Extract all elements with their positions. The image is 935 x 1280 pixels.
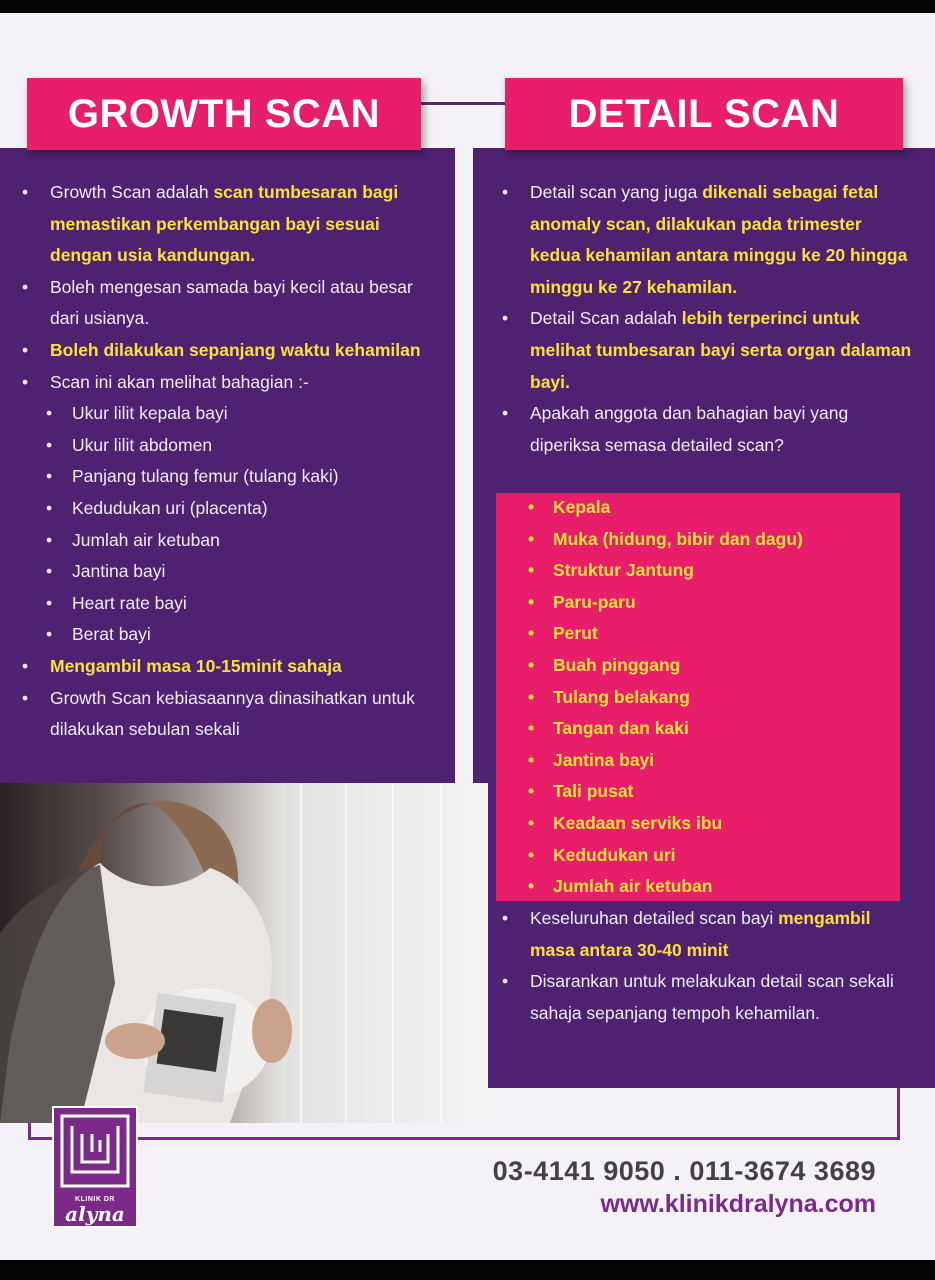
highlighted-text: lebih terperinci untuk melihat tumbesaran bayi serta organ dalaman bayi. [530,308,912,392]
detail-scan-title: DETAIL SCAN [505,78,903,150]
organ-item: • Tulang belakang [528,682,803,714]
list-item [22,619,442,651]
list-item [502,177,912,303]
list-item [22,367,442,399]
item-text: Detail scan yang juga [530,182,703,202]
organ-item: • Jumlah air ketuban [528,871,803,903]
item-text: Jantina bayi [72,561,166,582]
organ-item: • Tali pusat [528,776,803,808]
pregnant-woman-photo [0,783,488,1123]
organ-item: • Kepala [528,492,803,524]
organ-item: • Perut [528,618,803,650]
highlighted-text: Boleh dilakukan sepanjang waktu kehamilan [50,339,421,360]
detail-scan-list [502,177,912,461]
list-item [22,683,442,746]
list-item [22,461,442,493]
organ-item: • Paru-paru [528,587,803,619]
item-text: Keseluruhan detailed scan bayi [530,908,779,928]
detail-scan-list-2 [502,903,912,1029]
list-item [502,303,912,398]
organ-item: • Muka (hidung, bibir dan dagu) [528,524,803,556]
header-connector [420,102,510,105]
item-text: Panjang tulang femur (tulang kaki) [72,466,339,487]
highlighted-text: scan tumbesaran bagi memastikan perkembangan bayi sesuai dengan usia kandungan. [50,182,399,266]
logo-name: alyna [65,1202,125,1226]
website-link[interactable]: www.klinikdralyna.com [600,1190,876,1218]
clinic-logo [52,1106,138,1228]
top-black-bar [0,0,935,13]
item-text: Detail Scan adalah [530,308,682,329]
phone-numbers: 03-4141 9050 . 011-3674 3689 [492,1156,876,1186]
list-item [22,398,442,430]
list-item [22,430,442,462]
item-text: Scan ini akan melihat bahagian :- [50,371,309,392]
item-text: Boleh mengesan samada bayi kecil atau besar dari usianya. [50,276,413,329]
list-item [502,903,912,966]
item-text: Berat bayi [72,624,151,645]
organ-item: • Kedudukan uri [528,840,803,872]
highlighted-text: mengambil masa antara 30-40 minit [530,908,871,960]
list-item [22,177,442,272]
list-item [22,556,442,588]
logo-subtitle: KLINIK DR [75,1196,115,1203]
item-text: Growth Scan adalah [50,182,214,202]
frame-outline-right [897,1088,900,1140]
item-text: Kedudukan uri (placenta) [72,497,268,518]
list-item [502,398,912,461]
bottom-black-bar [0,1260,935,1280]
list-item [22,272,442,335]
organ-item: • Jantina bayi [528,745,803,777]
list-item [502,966,912,1029]
logo-mark-icon [54,1108,136,1194]
organ-item: • Struktur Jantung [528,555,803,587]
list-item [22,525,442,557]
item-text: Jumlah air ketuban [72,529,220,550]
organ-item: • Buah pinggang [528,650,803,682]
organ-list [528,492,803,903]
list-item [22,335,442,367]
item-text: Growth Scan kebiasaannya dinasihatkan untuk dilakukan sebulan sekali [50,687,415,740]
item-text: Heart rate bayi [72,592,187,613]
item-text: Ukur lilit abdomen [72,434,213,455]
frame-outline-bottom [28,1137,900,1140]
item-text: Ukur lilit kepala bayi [72,403,228,424]
list-item [22,588,442,620]
growth-scan-title: GROWTH SCAN [27,78,421,150]
growth-scan-list [22,177,442,746]
highlighted-text: dikenali sebagai fetal anomaly scan, dilakukan pada trimester kedua kehamilan antara minggu ke 20 hingga minggu ke 27 kehamilan. [530,182,908,297]
organ-item: • Tangan dan kaki [528,713,803,745]
item-text: Apakah anggota dan bahagian bayi yang diperiksa semasa detailed scan? [530,403,849,455]
item-text: Disarankan untuk melakukan detail scan sekali sahaja sepanjang tempoh kehamilan. [530,971,894,1023]
list-item [22,493,442,525]
list-item [22,651,442,683]
organ-item: • Keadaan serviks ibu [528,808,803,840]
highlighted-text: Mengambil masa 10-15minit sahaja [50,655,342,676]
